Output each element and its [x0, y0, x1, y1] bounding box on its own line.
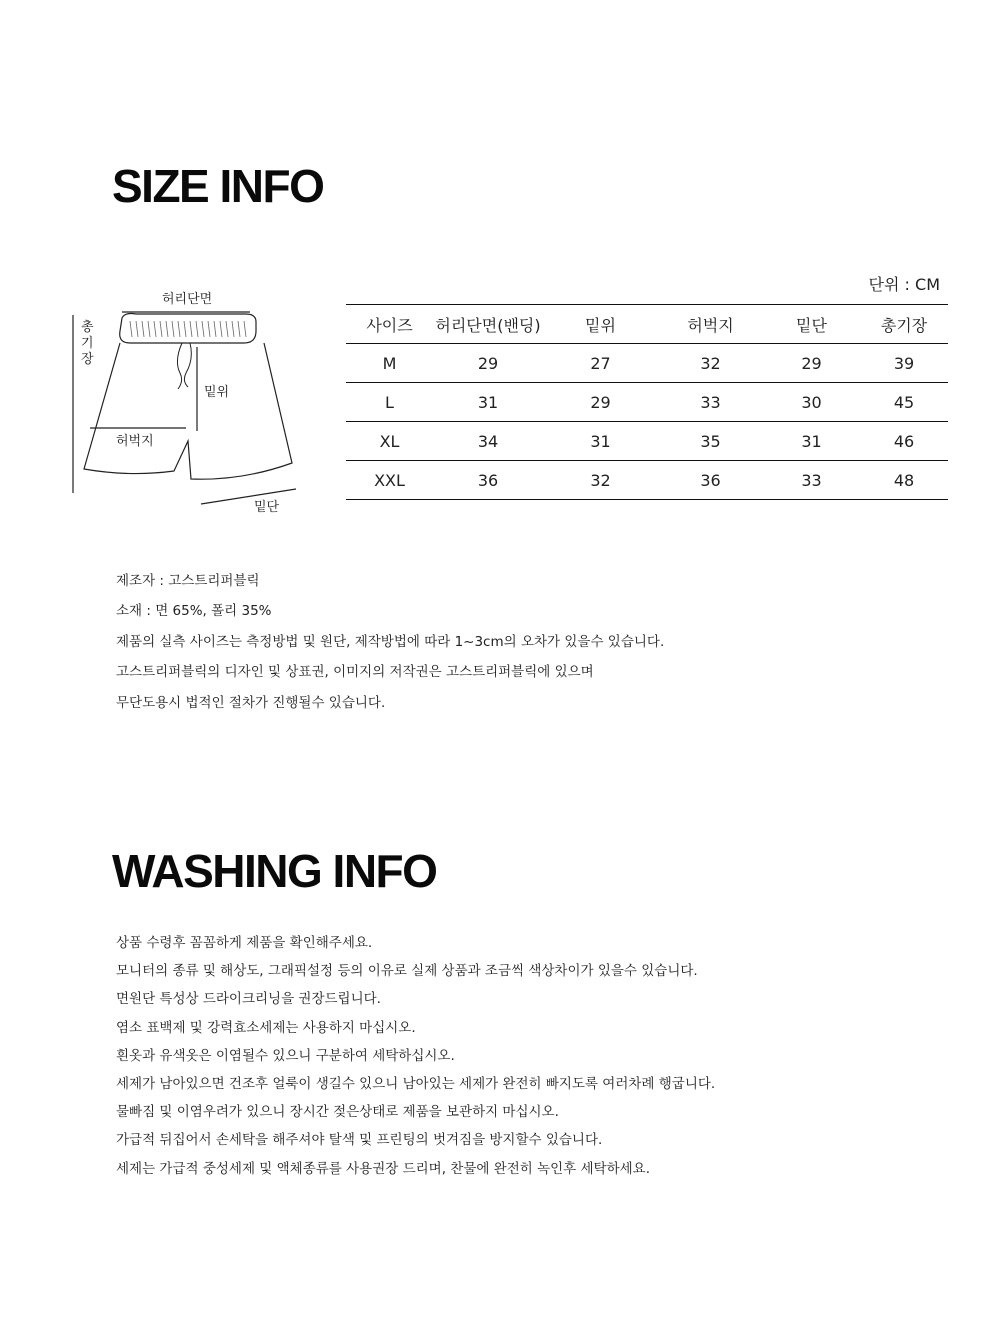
list-item: 모니터의 종류 및 해상도, 그래픽설정 등의 이유로 실제 상품과 조금씩 색상차이가 있을수 있습니다. — [116, 963, 698, 980]
shorts-body — [84, 343, 292, 479]
hem-label: 밑단 — [254, 500, 280, 515]
table-row — [346, 344, 948, 383]
washing-notes — [116, 929, 715, 1183]
list-item: 물빠짐 및 이염우려가 있으니 장시간 젖은상태로 제품을 보관하지 마십시오. — [116, 1104, 559, 1121]
table-cell: 36 — [433, 461, 543, 500]
waistband — [120, 314, 256, 344]
table-cell: 29 — [433, 344, 543, 383]
note-material: 소재 : 면 65%, 폴리 35% — [116, 603, 272, 620]
table-cell: 27 — [543, 344, 658, 383]
table-cell: 31 — [543, 422, 658, 461]
product-notes — [116, 566, 664, 718]
table-row — [346, 461, 948, 500]
header-size: 사이즈 — [346, 305, 433, 344]
table-cell: 30 — [763, 383, 860, 422]
table-cell: 45 — [860, 383, 948, 422]
list-item: 세제가 남아있으면 건조후 얼룩이 생길수 있으니 남아있는 세제가 완전히 빠지도록 여러차례 행굽니다. — [116, 1075, 716, 1092]
table-cell: 35 — [658, 422, 763, 461]
table-cell: 36 — [658, 461, 763, 500]
table-cell: M — [346, 344, 433, 383]
note-measurement-tolerance: 제품의 실측 사이즈는 측정방법 및 원단, 제작방법에 따라 1~3cm의 오차가 있을수 있습니다. — [116, 633, 665, 650]
table-cell: 29 — [543, 383, 658, 422]
shorts-diagram — [70, 285, 320, 520]
total-length-label-3: 장 — [81, 352, 94, 367]
table-cell: 33 — [658, 383, 763, 422]
washing-info-title: WASHING INFO — [112, 845, 437, 897]
table-cell: 33 — [763, 461, 860, 500]
table-cell: XL — [346, 422, 433, 461]
waist-label: 허리단면 — [162, 292, 213, 307]
table-cell: 48 — [860, 461, 948, 500]
note-unauthorized-use: 무단도용시 법적인 절차가 진행될수 있습니다. — [116, 694, 386, 711]
table-cell: 46 — [860, 422, 948, 461]
table-row — [346, 383, 948, 422]
header-hem: 밑단 — [763, 305, 860, 344]
drawstring-left — [177, 343, 182, 389]
table-cell: XXL — [346, 461, 433, 500]
rise-label: 밑위 — [204, 385, 230, 400]
table-cell: 32 — [658, 344, 763, 383]
table-cell: 32 — [543, 461, 658, 500]
waistband-gathers — [130, 321, 246, 337]
note-manufacturer: 제조자 : 고스트리퍼블릭 — [116, 573, 260, 589]
list-item: 면원단 특성상 드라이크리닝을 권장드립니다. — [116, 991, 381, 1008]
list-item: 세제는 가급적 중성세제 및 액체종류를 사용권장 드리며, 찬물에 완전히 녹인후 세탁하세요. — [116, 1160, 651, 1177]
drawstring-right — [184, 343, 191, 387]
note-copyright: 고스트리퍼블릭의 디자인 및 상표권, 이미지의 저작권은 고스트리퍼블릭에 있으며 — [116, 664, 594, 681]
header-thigh: 허벅지 — [658, 305, 763, 344]
list-item: 흰옷과 유색옷은 이염될수 있으니 구분하여 세탁하십시오. — [116, 1047, 455, 1064]
list-item: 가급적 뒤집어서 손세탁을 해주셔야 탈색 및 프린팅의 벗겨짐을 방지할수 있습니다. — [116, 1132, 603, 1149]
table-cell: 31 — [433, 383, 543, 422]
header-total-length: 총기장 — [860, 305, 948, 344]
header-waist: 허리단면(밴딩) — [433, 305, 543, 344]
size-info-title: SIZE INFO — [112, 160, 324, 212]
hem-line — [201, 489, 296, 504]
size-table — [346, 304, 948, 500]
list-item: 염소 표백제 및 강력효소세제는 사용하지 마십시오. — [116, 1019, 416, 1036]
thigh-label: 허벅지 — [116, 434, 154, 449]
table-cell: 29 — [763, 344, 860, 383]
size-table-header-row — [346, 305, 948, 344]
list-item: 상품 수령후 꼼꼼하게 제품을 확인해주세요. — [116, 935, 373, 951]
total-length-label-1: 총 — [81, 320, 94, 335]
table-cell: 34 — [433, 422, 543, 461]
table-row — [346, 422, 948, 461]
table-cell: 31 — [763, 422, 860, 461]
total-length-label-2: 기 — [81, 336, 94, 351]
unit-label: 단위 : CM — [868, 275, 940, 294]
table-cell: 39 — [860, 344, 948, 383]
table-cell: L — [346, 383, 433, 422]
header-rise: 밑위 — [543, 305, 658, 344]
